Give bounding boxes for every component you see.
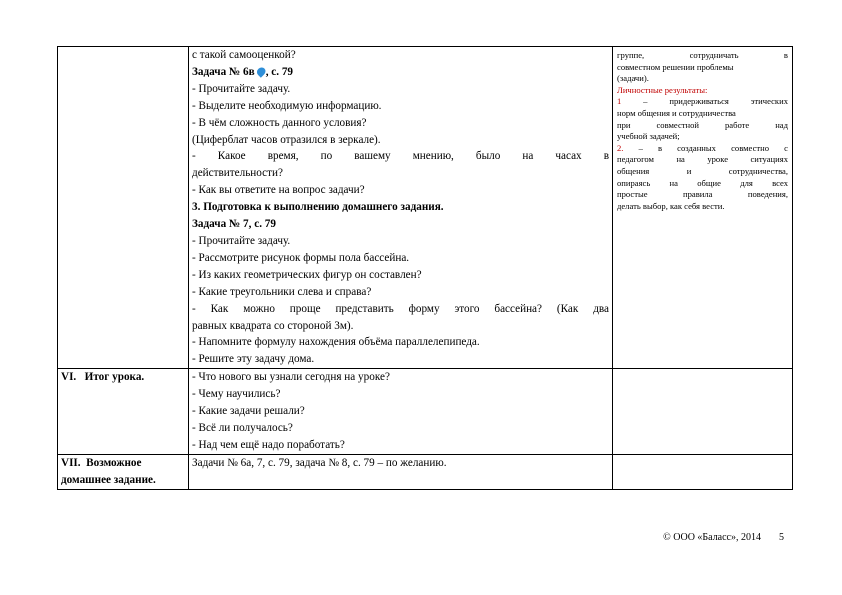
text-line [617, 143, 788, 155]
line-text: - Какие треугольники слева и справа? [192, 285, 372, 298]
line-text: равных квадрата со стороной 3м). [192, 319, 354, 332]
line-text: - Какие задачи решали? [192, 405, 305, 418]
text-line [617, 120, 788, 132]
line-text: общения и сотрудничества, [617, 165, 788, 176]
line-text: 3. Подготовка к выполнению домашнего задания. [192, 201, 444, 214]
line-text: делать выбор, как себя вести. [617, 200, 725, 211]
text-line [617, 96, 788, 108]
text-line [192, 334, 609, 351]
line-text: с такой самооценкой? [192, 49, 296, 61]
line-text: - Рассмотрите рисунок формы пола бассейна. [192, 251, 410, 264]
text-line [192, 132, 609, 149]
text-line [192, 81, 609, 98]
stage-title: домашнее задание. [61, 473, 156, 486]
page-ref: , с. 79 [265, 65, 294, 78]
results-cell [613, 369, 793, 455]
text-line [192, 115, 609, 132]
text-line [617, 166, 788, 178]
homework-text: Задачи № 6а, 7, с. 79, задача № 8, с. 79 – по желанию. [192, 456, 447, 469]
line-text: - Прочитайте задачу. [192, 234, 291, 247]
table-row [58, 454, 793, 489]
task-heading [192, 64, 609, 81]
text-line [192, 284, 609, 301]
activity-cell [189, 47, 613, 369]
text-line [192, 47, 609, 64]
table-row [58, 47, 793, 369]
line-text: - Всё ли получалось? [192, 421, 293, 434]
list-number: 1 [617, 96, 622, 107]
text-line [617, 85, 788, 97]
line-text: - Как можно проще представить форму этого бассейна? (Как два [192, 302, 609, 315]
results-cell [613, 47, 793, 369]
line-text: норм общения и сотрудничества [617, 107, 736, 118]
text-line [192, 199, 609, 216]
line-text: - Что нового вы узнали сегодня на уроке? [192, 371, 390, 384]
line-text: - Какое время, по вашему мнению, было на часах в [192, 150, 609, 163]
activity-cell [189, 454, 613, 489]
line-text: - Напомните формулу нахождения объёма параллелепипеда. [192, 336, 480, 349]
line-text: - В чём сложность данного условия? [192, 116, 367, 129]
text-line [617, 62, 788, 74]
line-text: - Решите эту задачу дома. [192, 353, 315, 366]
line-text: учебной задачей; [617, 131, 680, 142]
list-number: 2. [617, 142, 624, 153]
text-line [192, 301, 609, 318]
stage-cell: VI. Итог урока. [58, 369, 189, 455]
line-text: - Выделите необходимую информацию. [192, 99, 382, 112]
table-row [58, 369, 793, 455]
line-text: - Прочитайте задачу. [192, 82, 291, 95]
text-line [192, 98, 609, 115]
stage-cell [58, 47, 189, 369]
text-line [192, 403, 609, 420]
results-cell [613, 454, 793, 489]
text-line [617, 154, 788, 166]
text-line [192, 437, 609, 454]
copyright-text: © ООО «Баласс», 2014 [663, 532, 761, 543]
page-footer [663, 532, 784, 543]
line-text: (задачи). [617, 73, 649, 84]
text-line [617, 189, 788, 201]
line-text: совместном решении проблемы [617, 61, 734, 72]
activity-cell [189, 369, 613, 455]
line-text: Задача № 7, с. 79 [192, 218, 276, 231]
text-line [192, 369, 609, 386]
stage-title: VII. Возможное [61, 456, 142, 469]
line-text: (Циферблат часов отразился в зеркале). [192, 133, 381, 146]
text-line [192, 165, 609, 182]
line-text: – придерживаться этических [643, 96, 788, 107]
line-text: – в созданных совместно с [638, 142, 788, 153]
lesson-plan-table [57, 46, 793, 490]
line-text: - Из каких геометрических фигур он составлен? [192, 268, 422, 281]
line-text: - Чему научились? [192, 388, 281, 401]
text-line [192, 233, 609, 250]
text-line [192, 318, 609, 335]
stage-cell [58, 454, 189, 489]
text-line [617, 131, 788, 143]
text-line [192, 148, 609, 165]
text-line [192, 267, 609, 284]
line-text: педагогом на уроке ситуациях [617, 154, 788, 165]
page-number: 5 [779, 532, 784, 543]
line-text: группе, сотрудничать в [617, 50, 788, 60]
text-line [192, 386, 609, 403]
line-text: Личностные результаты: [617, 84, 708, 95]
line-text: - Как вы ответите на вопрос задачи? [192, 184, 365, 197]
text-line [192, 250, 609, 267]
text-line [192, 216, 609, 233]
line-text: Задача № 6в [192, 65, 255, 78]
text-line [192, 420, 609, 437]
text-line [617, 108, 788, 120]
text-line [192, 182, 609, 199]
line-text: при совместной работе над [617, 119, 788, 130]
text-line [617, 201, 788, 213]
text-line [617, 50, 788, 62]
text-line [617, 178, 788, 190]
text-line [617, 73, 788, 85]
line-text: простые правила поведения, [617, 189, 788, 200]
line-text: опираясь на общие для всех [617, 177, 788, 188]
line-text: действительности? [192, 167, 283, 180]
text-line [192, 351, 609, 368]
line-text: - Над чем ещё надо поработать? [192, 438, 345, 451]
